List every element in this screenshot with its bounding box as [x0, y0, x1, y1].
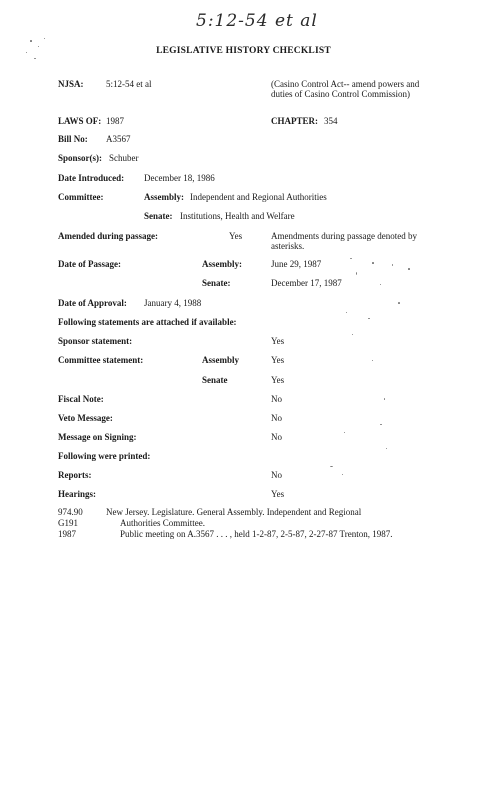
passage-senate-label: Senate: [202, 278, 231, 288]
committee-senate-value: Institutions, Health and Welfare [180, 211, 295, 221]
citation-line-3: Public meeting on A.3567 . . . , held 1-2-87, 2-5-87, 2-27-87 Trenton, 1987. [120, 529, 393, 539]
sponsors-label: Sponsor(s): [58, 153, 103, 163]
sponsors-value: Schuber [109, 153, 139, 163]
hearings-label: Hearings: [58, 489, 96, 499]
sponsor-statement-label: Sponsor statement: [58, 336, 133, 346]
citation-call-number-3: 1987 [58, 529, 76, 539]
statements-heading: Following statements are attached if available: [58, 317, 237, 327]
committee-statement-senate-value: Yes [271, 375, 285, 385]
citation-call-number-1: 974.90 [58, 507, 83, 517]
date-of-approval-value: January 4, 1988 [144, 298, 202, 308]
reports-label: Reports: [58, 470, 92, 480]
committee-senate-label: Senate: [144, 211, 173, 221]
message-on-signing-label: Message on Signing: [58, 432, 137, 442]
handwritten-note: 5:12-54 et al [196, 11, 318, 31]
laws-of-label: LAWS OF: [58, 116, 102, 126]
hearings-value: Yes [271, 489, 285, 499]
passage-assembly-value: June 29, 1987 [271, 259, 322, 269]
committee-statement-label: Committee statement: [58, 355, 144, 365]
citation-line-1: New Jersey. Legislature. General Assembly. Independent and Regional [106, 507, 362, 517]
passage-senate-value: December 17, 1987 [271, 278, 342, 288]
veto-message-label: Veto Message: [58, 413, 113, 423]
page-title: LEGISLATIVE HISTORY CHECKLIST [156, 46, 331, 56]
date-introduced-value: December 18, 1986 [144, 173, 215, 183]
amended-label: Amended during passage: [58, 231, 159, 241]
citation-line-2: Authorities Committee. [120, 518, 205, 528]
njsa-label: NJSA: [58, 79, 84, 89]
committee-statement-assembly-value: Yes [271, 355, 285, 365]
fiscal-note-value: No [271, 394, 282, 404]
committee-statement-assembly-label: Assembly [202, 355, 240, 365]
committee-statement-senate-label: Senate [202, 375, 228, 385]
printed-heading: Following were printed: [58, 451, 151, 461]
amended-value: Yes [229, 231, 243, 241]
committee-assembly-label: Assembly: [144, 192, 184, 202]
fiscal-note-label: Fiscal Note: [58, 394, 104, 404]
passage-assembly-label: Assembly: [202, 259, 242, 269]
chapter-label: CHAPTER: [271, 116, 318, 126]
chapter-value: 354 [324, 116, 338, 126]
date-of-approval-label: Date of Approval: [58, 298, 127, 308]
committee-assembly-value: Independent and Regional Authorities [190, 192, 327, 202]
njsa-description: (Casino Control Act-- amend powers and duties of Casino Control Commission) [271, 79, 420, 100]
laws-of-value: 1987 [106, 116, 124, 126]
citation-call-number-2: G191 [58, 518, 78, 528]
bill-no-value: A3567 [106, 134, 131, 144]
amended-note: Amendments during passage denoted by asterisks. [271, 231, 417, 252]
date-of-passage-label: Date of Passage: [58, 259, 121, 269]
message-on-signing-value: No [271, 432, 282, 442]
reports-value: No [271, 470, 282, 480]
bill-no-label: Bill No: [58, 134, 88, 144]
veto-message-value: No [271, 413, 282, 423]
date-introduced-label: Date Introduced: [58, 173, 125, 183]
njsa-value: 5:12-54 et al [106, 79, 152, 89]
sponsor-statement-value: Yes [271, 336, 285, 346]
committee-label: Committee: [58, 192, 104, 202]
